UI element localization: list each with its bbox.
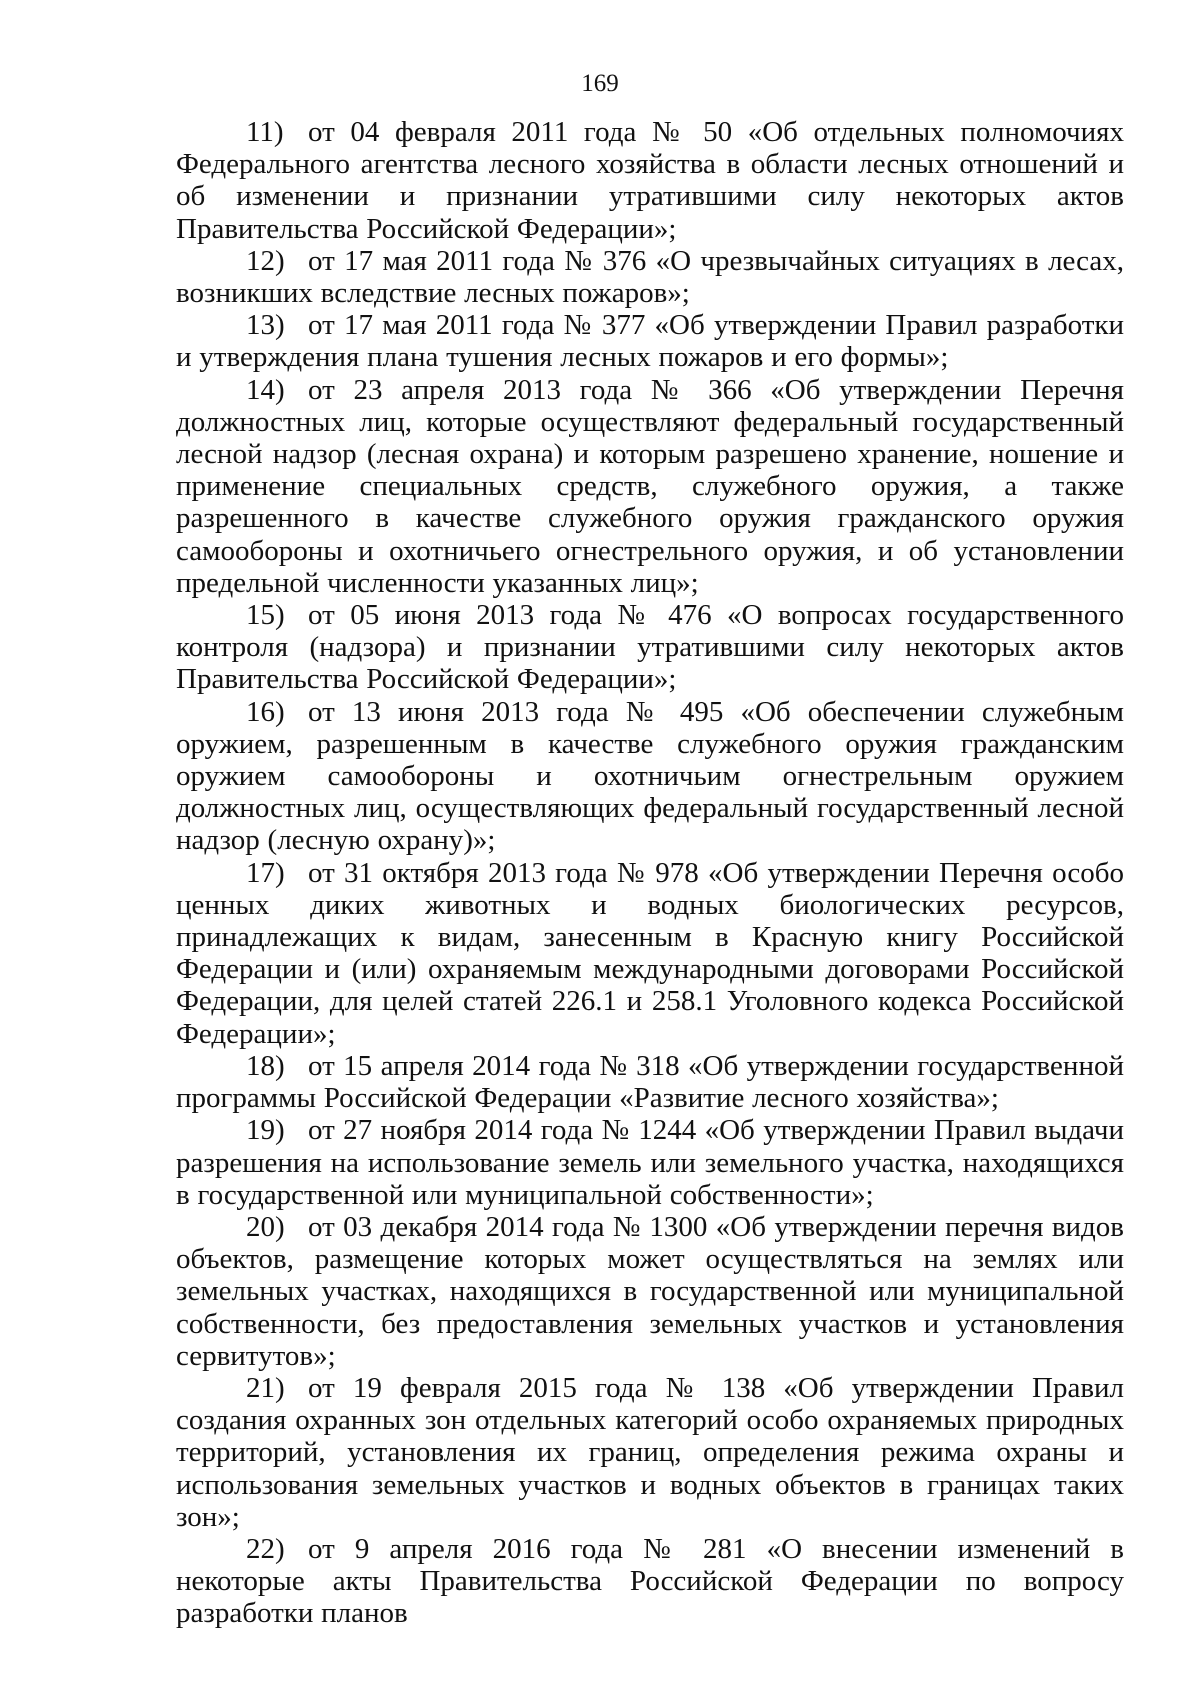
list-item xyxy=(176,1533,1124,1630)
item-number: 13) xyxy=(246,309,285,342)
item-text: от 19 февраля 2015 года № 138 «Об утверждении Правил создания охранных зон отдельных категорий особо охраняемых природных территорий, установления их границ, определения режима охраны и использования земельных участков и водных объектов в границах таких зон»; xyxy=(176,1371,1124,1533)
list-item xyxy=(176,857,1124,1050)
list-item xyxy=(176,696,1124,857)
list-item xyxy=(176,1372,1124,1533)
list-item xyxy=(176,1050,1124,1114)
item-number: 12) xyxy=(246,244,285,277)
list-item xyxy=(176,599,1124,696)
item-text: от 03 декабря 2014 года № 1300 «Об утверждении перечня видов объектов, размещение которых может осуществляться на землях или земельных участках, находящихся в государственной или муниципальной собственности, без предоставления земельных участков и установления сервитутов»; xyxy=(176,1210,1124,1372)
item-text: от 27 ноября 2014 года № 1244 «Об утверждении Правил выдачи разрешения на использование земель или земельного участка, находящихся в государственной или муниципальной собственности»; xyxy=(176,1114,1124,1211)
item-text: от 04 февраля 2011 года № 50 «Об отдельных полномочиях Федерального агентства лесного хозяйства в области лесных отношений и об изменении и признании утратившими силу некоторых актов Правительства Российской Федерации»; xyxy=(176,116,1124,245)
item-number: 18) xyxy=(246,1049,285,1082)
item-number: 14) xyxy=(246,373,285,406)
item-text: от 23 апреля 2013 года № 366 «Об утверждении Перечня должностных лиц, которые осуществляют федеральный государственный лесной надзор (лесная охрана) и которым разрешено хранение, ношение и применение специальных средств, служебного оружия, а также разрешенного в качестве служебного оружия гражданского оружия самообороны и охотничьего огнестрельного оружия, и об установлении предельной численности указанных лиц»; xyxy=(176,373,1124,599)
document-body xyxy=(176,116,1124,1630)
item-text: от 13 июня 2013 года № 495 «Об обеспечении служебным оружием, разрешенным в качестве служебного оружия гражданским оружием самообороны и охотничьим огнестрельным оружием должностных лиц, осуществляющих федеральный государственный лесной надзор (лесную охрану)»; xyxy=(176,695,1124,857)
list-item xyxy=(176,116,1124,245)
list-item xyxy=(176,309,1124,373)
item-number: 17) xyxy=(246,856,285,889)
item-text: от 15 апреля 2014 года № 318 «Об утверждении государственной программы Российской Федерации «Развитие лесного хозяйства»; xyxy=(176,1049,1124,1115)
list-item xyxy=(176,1211,1124,1372)
list-item xyxy=(176,374,1124,599)
item-number: 21) xyxy=(246,1371,285,1404)
item-number: 19) xyxy=(246,1114,285,1147)
item-text: от 17 мая 2011 года № 376 «О чрезвычайных ситуациях в лесах, возникших вследствие лесных пожаров»; xyxy=(176,244,1124,310)
page-number: 169 xyxy=(581,70,619,97)
item-text: от 9 апреля 2016 года № 281 «О внесении изменений в некоторые акты Правительства Российской Федерации по вопросу разработки планов xyxy=(176,1532,1124,1630)
item-number: 20) xyxy=(246,1210,285,1243)
item-number: 15) xyxy=(246,599,285,632)
item-number: 16) xyxy=(246,695,285,728)
item-text: от 05 июня 2013 года № 476 «О вопросах государственного контроля (надзора) и признании утратившими силу некоторых актов Правительства Российской Федерации»; xyxy=(176,599,1124,696)
list-item xyxy=(176,245,1124,309)
item-text: от 17 мая 2011 года № 377 «Об утверждении Правил разработки и утверждения плана тушения лесных пожаров и его формы»; xyxy=(176,309,1124,374)
list-item xyxy=(176,1114,1124,1211)
item-text: от 31 октября 2013 года № 978 «Об утверждении Перечня особо ценных диких животных и водных биологических ресурсов, принадлежащих к видам, занесенным в Красную книгу Российской Федерации и (или) охраняемым международными договорами Российской Федерации, для целей статей 226.1 и 258.1 Уголовного кодекса Российской Федерации»; xyxy=(176,856,1124,1050)
item-number: 22) xyxy=(246,1532,285,1565)
item-number: 11) xyxy=(246,116,284,148)
